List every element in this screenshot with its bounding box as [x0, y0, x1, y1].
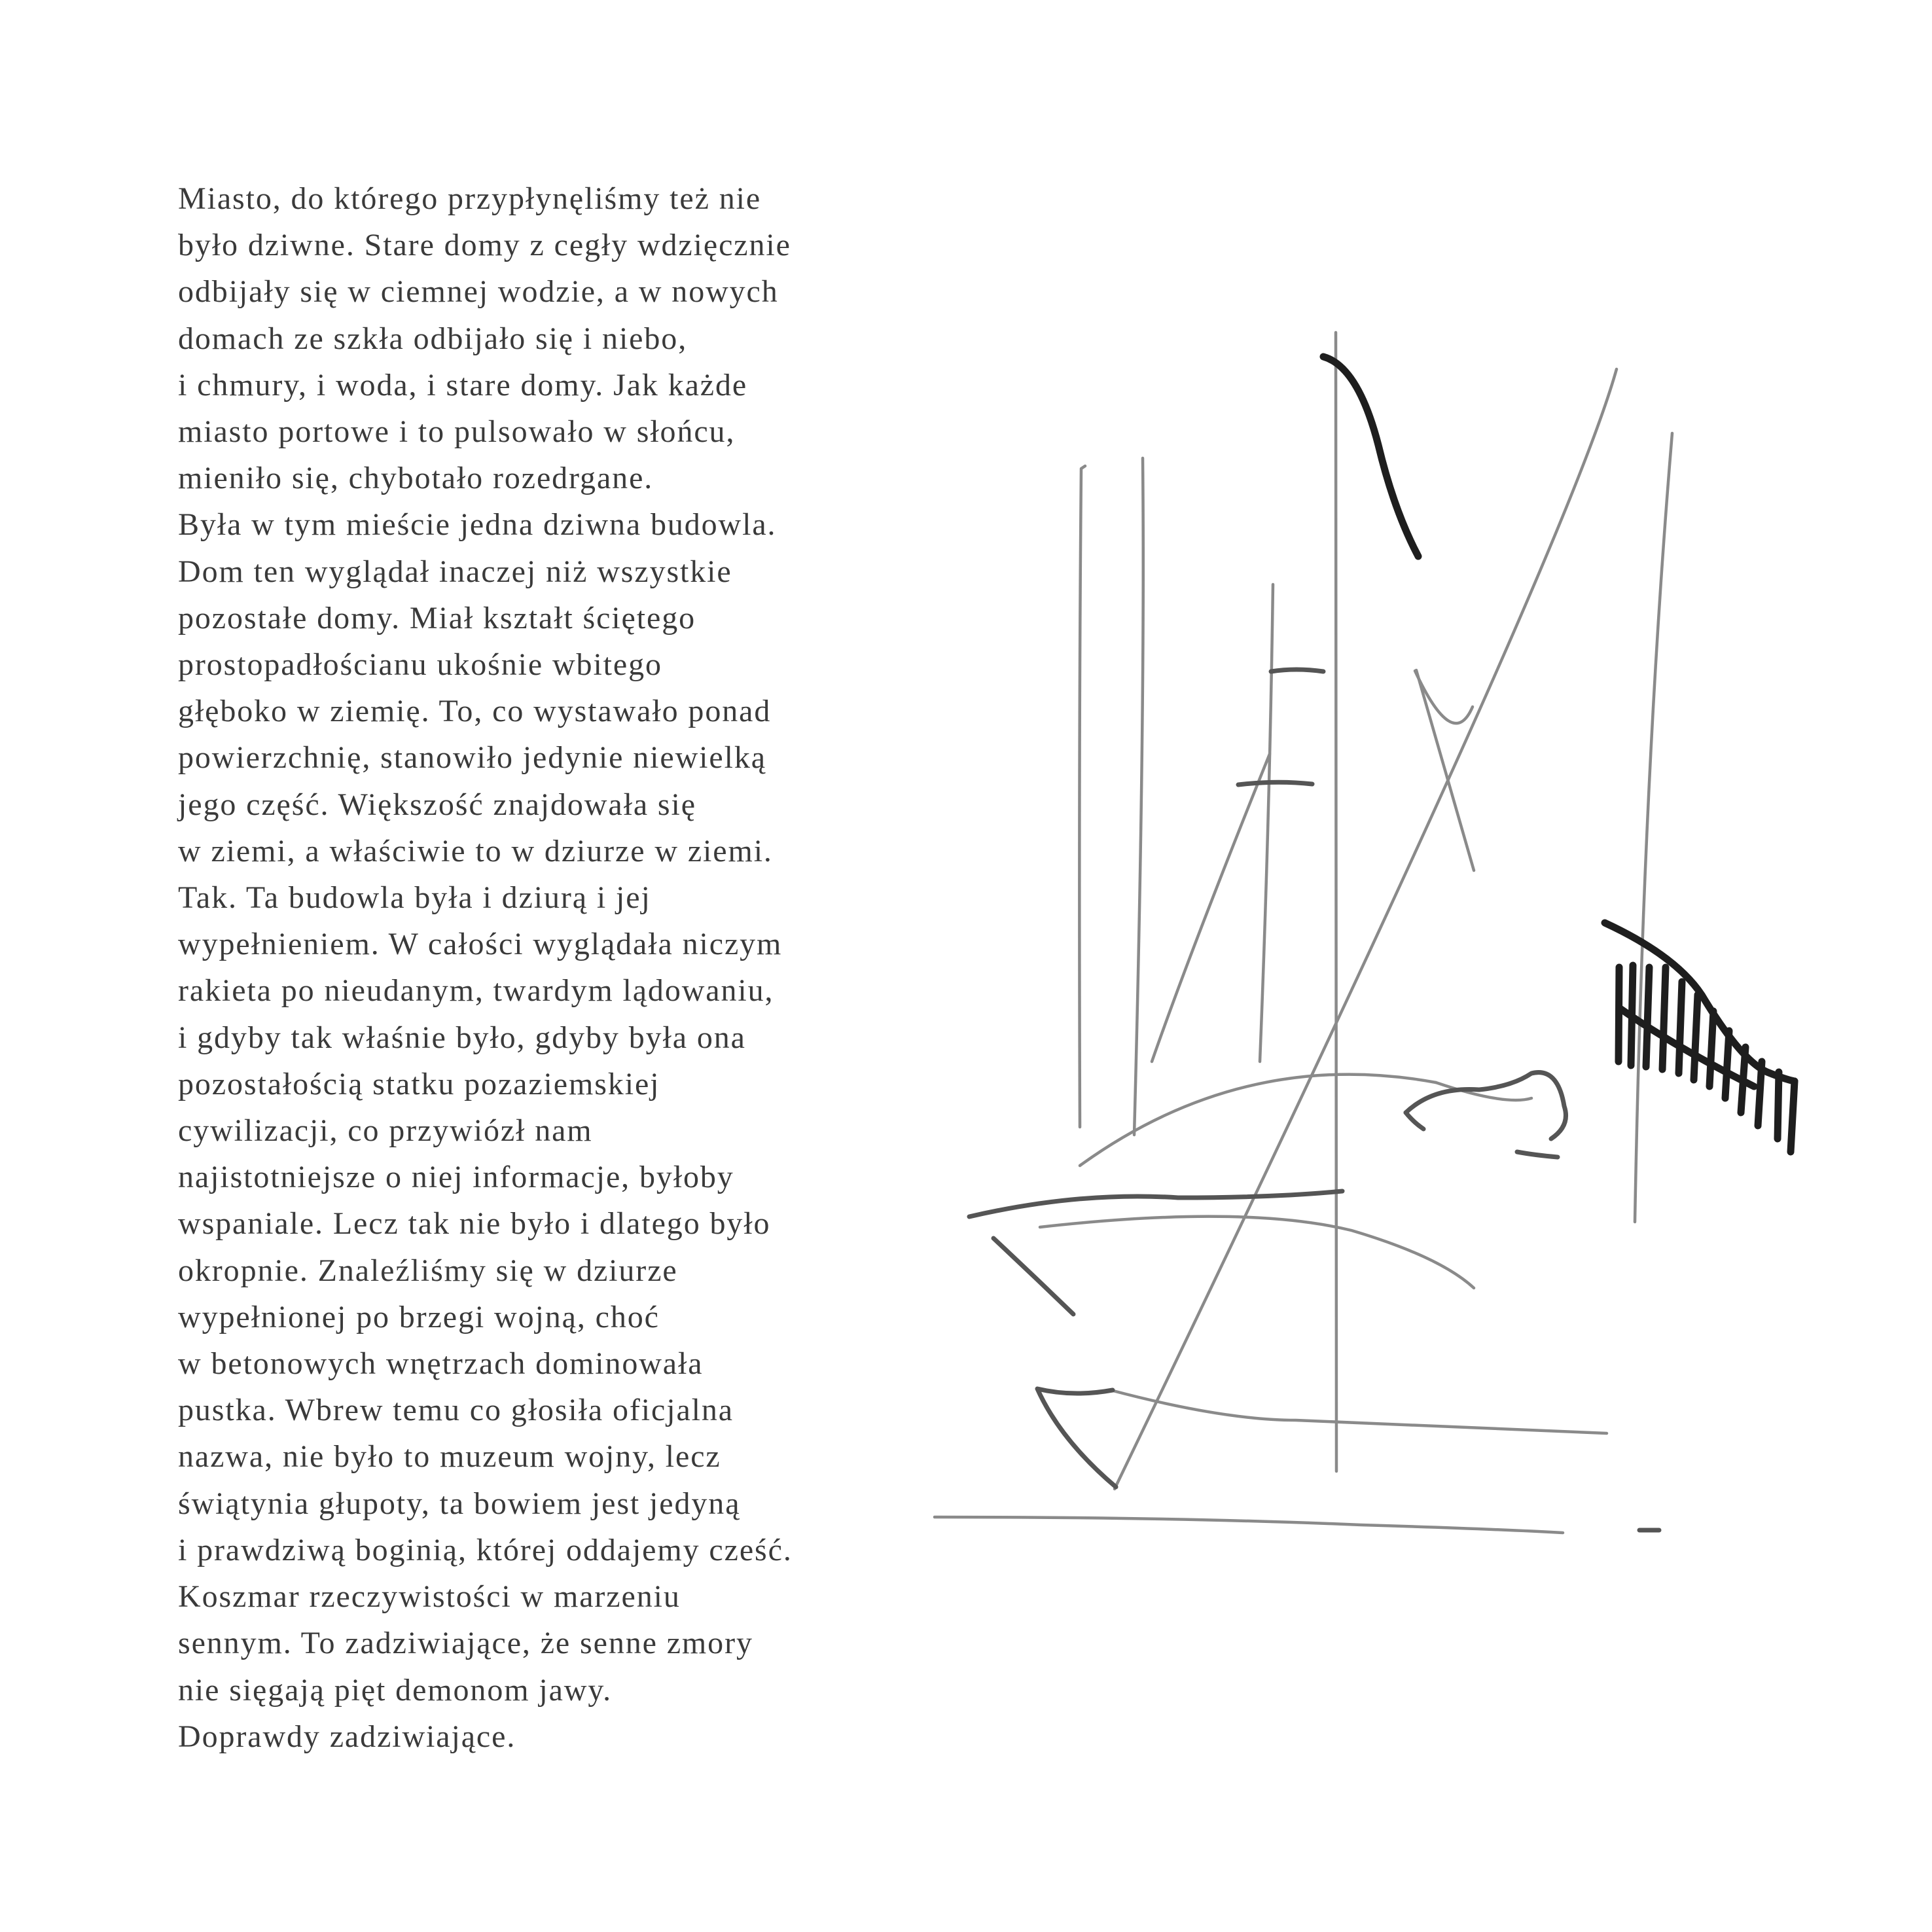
pencil-sketch-harbor-icon	[903, 262, 1852, 1603]
text-line: było dziwne. Stare domy z cegły wdzięcznie	[178, 228, 791, 263]
text-line: najistotniejsze o niej informacje, byłoby	[178, 1160, 734, 1195]
text-line: wypełnionej po brzegi wojną, choć	[178, 1299, 660, 1334]
text-line: rakieta po nieudanym, twardym lądowaniu,	[178, 973, 774, 1009]
text-line: i chmury, i woda, i stare domy. Jak każde	[178, 367, 748, 402]
dark-strokes	[1323, 357, 1795, 1152]
story-text	[178, 175, 898, 1760]
text-line: wspaniale. Lecz tak nie było i dlatego było	[178, 1206, 771, 1242]
medium-strokes	[969, 670, 1659, 1530]
text-line: domach ze szkła odbijało się i niebo,	[178, 321, 688, 356]
text-line: w betonowych wnętrzach dominowała	[178, 1346, 704, 1382]
text-line: Doprawdy zadziwiające.	[178, 1719, 516, 1754]
text-line: i gdyby tak właśnie było, gdyby była ona	[178, 1020, 746, 1055]
text-line: Koszmar rzeczywistości w marzeniu	[178, 1579, 681, 1615]
text-line: mieniło się, chybotało rozedrgane.	[178, 461, 654, 496]
text-line: okropnie. Znaleźliśmy się w dziurze	[178, 1253, 678, 1288]
text-line: świątynia głupoty, ta bowiem jest jedyną	[178, 1486, 741, 1521]
light-strokes	[935, 332, 1672, 1533]
text-line: jego część. Większość znajdowała się	[178, 787, 696, 822]
text-line: pozostałością statku pozaziemskiej	[178, 1066, 660, 1101]
text-line: pustka. Wbrew temu co głosiła oficjalna	[178, 1393, 734, 1428]
text-line: nazwa, nie było to muzeum wojny, lecz	[178, 1439, 721, 1475]
text-line: Tak. Ta budowla była i dziurą i jej	[178, 880, 651, 916]
text-line: cywilizacji, co przywiózł nam	[178, 1113, 593, 1149]
text-line: pozostałe domy. Miał kształt ściętego	[178, 600, 696, 635]
text-line: Miasto, do którego przypłynęliśmy też nie	[178, 181, 762, 216]
text-line: Dom ten wyglądał inaczej niż wszystkie	[178, 554, 732, 589]
text-line: i prawdziwą boginią, której oddajemy cześć.	[178, 1532, 793, 1567]
text-line: odbijały się w ciemnej wodzie, a w nowych	[178, 274, 779, 310]
text-line: Była w tym mieście jedna dziwna budowla.	[178, 507, 777, 543]
text-line: w ziemi, a właściwie to w dziurze w ziemi.	[178, 833, 773, 868]
text-line: nie sięgają pięt demonom jawy.	[178, 1672, 613, 1708]
text-line: sennym. To zadziwiające, że senne zmory	[178, 1626, 753, 1661]
text-line: prostopadłościanu ukośnie wbitego	[178, 647, 662, 683]
text-line: wypełnieniem. W całości wyglądała niczym	[178, 927, 783, 962]
text-line: powierzchnię, stanowiło jedynie niewielką	[178, 740, 766, 776]
text-line: głęboko w ziemię. To, co wystawało ponad	[178, 694, 772, 729]
text-line: miasto portowe i to pulsowało w słońcu,	[178, 414, 736, 450]
